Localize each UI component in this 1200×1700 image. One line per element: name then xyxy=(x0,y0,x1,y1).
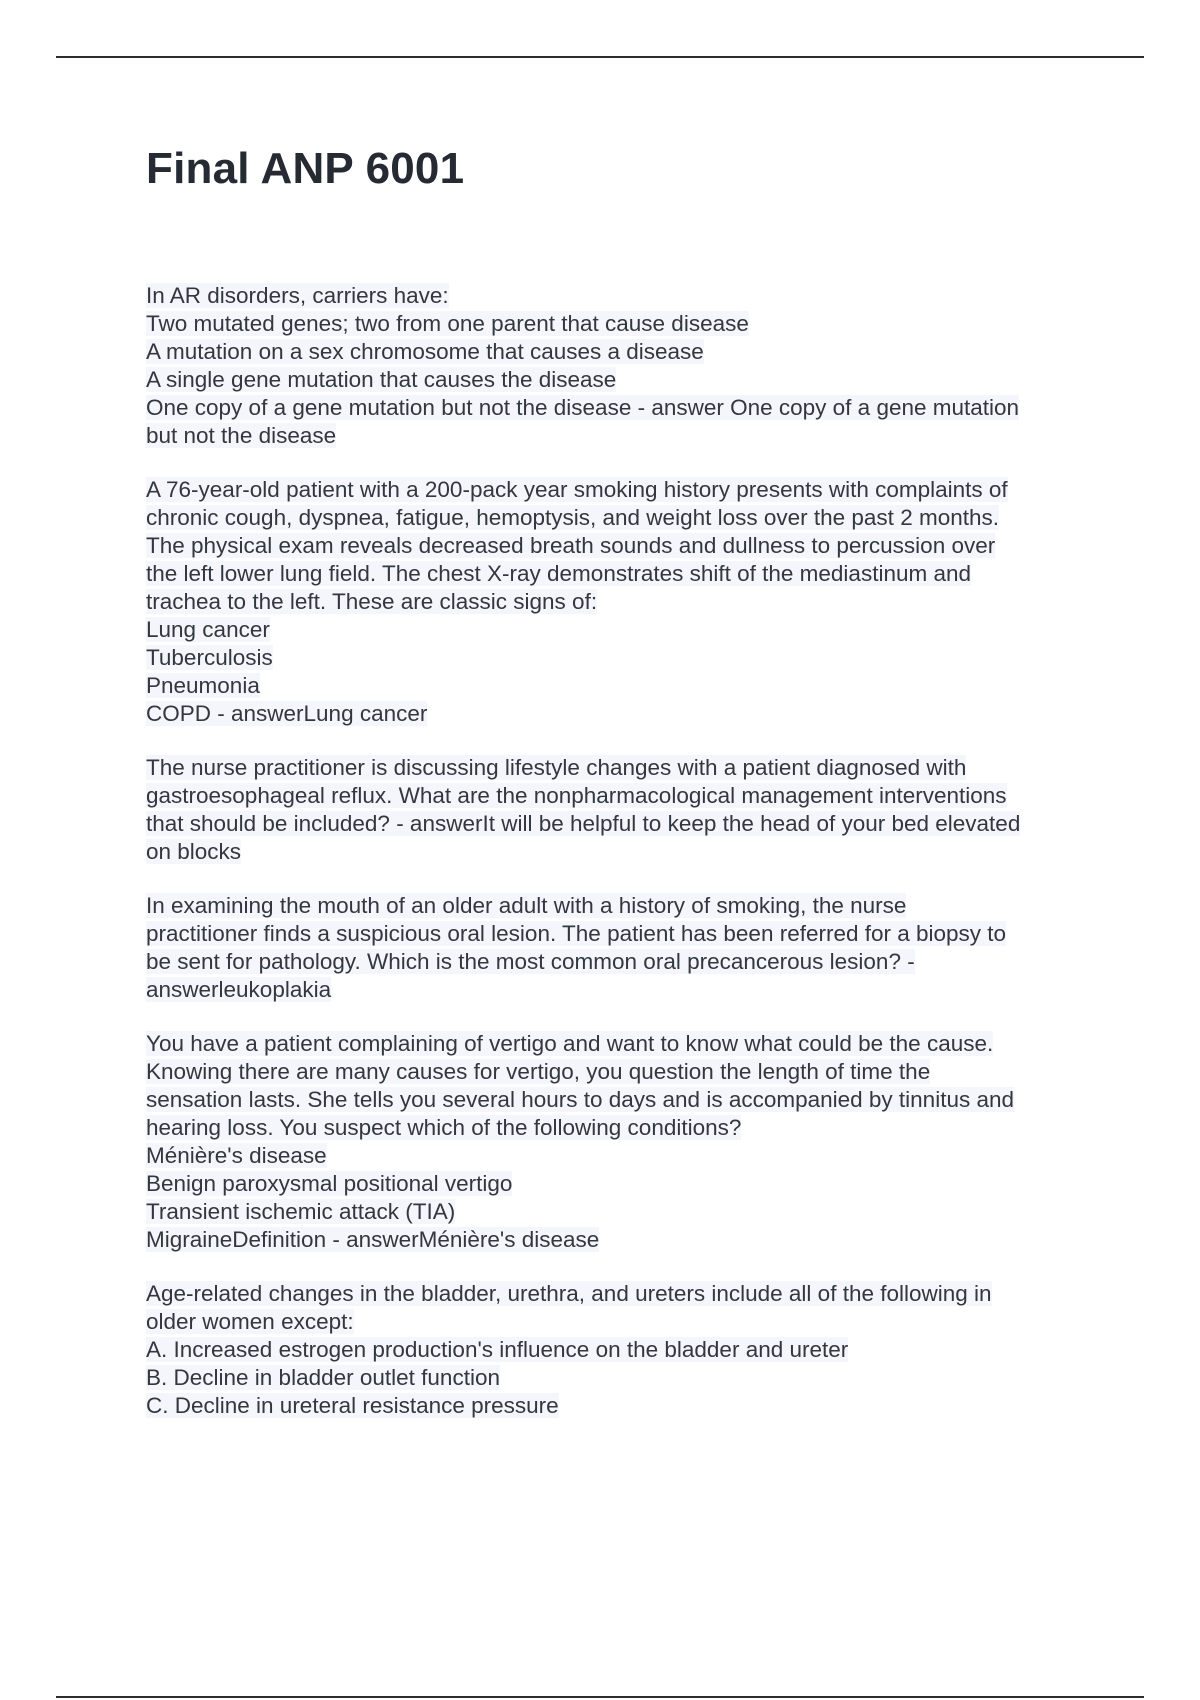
text-line: Pneumonia xyxy=(146,673,260,698)
text-line: Knowing there are many causes for vertigo, you question the length of time the xyxy=(146,1059,931,1084)
text-line: Two mutated genes; two from one parent that cause disease xyxy=(146,311,749,336)
text-line: B. Decline in bladder outlet function xyxy=(146,1365,500,1390)
text-line: MigraineDefinition - answerMénière's disease xyxy=(146,1227,600,1252)
text-line: The physical exam reveals decreased breath sounds and dullness to percussion over xyxy=(146,533,996,558)
text-line: that should be included? - answerIt will be helpful to keep the head of your bed elevated xyxy=(146,811,1021,836)
text-line: A. Increased estrogen production's influence on the bladder and ureter xyxy=(146,1337,849,1362)
text-line: Benign paroxysmal positional vertigo xyxy=(146,1171,513,1196)
text-line: Ménière's disease xyxy=(146,1143,327,1168)
document-title: Final ANP 6001 xyxy=(146,144,465,193)
qa-block-bladder xyxy=(146,1280,1096,1420)
text-line: Lung cancer xyxy=(146,617,270,642)
document-content xyxy=(146,282,1096,1446)
text-line: hearing loss. You suspect which of the following conditions? xyxy=(146,1115,742,1140)
text-line: A single gene mutation that causes the disease xyxy=(146,367,617,392)
text-line: A 76-year-old patient with a 200-pack year smoking history presents with complaints of xyxy=(146,477,1008,502)
text-line: trachea to the left. These are classic signs of: xyxy=(146,589,598,614)
qa-block-vertigo xyxy=(146,1030,1096,1254)
text-line: answerleukoplakia xyxy=(146,977,332,1002)
text-line: In AR disorders, carriers have: xyxy=(146,283,449,308)
text-line: sensation lasts. She tells you several hours to days and is accompanied by tinnitus and xyxy=(146,1087,1014,1112)
text-line: but not the disease xyxy=(146,423,337,448)
text-line: older women except: xyxy=(146,1309,354,1334)
text-line: gastroesophageal reflux. What are the nonpharmacological management interventions xyxy=(146,783,1007,808)
text-line: COPD - answerLung cancer xyxy=(146,701,428,726)
bottom-rule xyxy=(56,1696,1144,1698)
qa-block-carriers xyxy=(146,282,1096,450)
text-line: practitioner finds a suspicious oral lesion. The patient has been referred for a biopsy to xyxy=(146,921,1007,946)
text-line: C. Decline in ureteral resistance pressure xyxy=(146,1393,559,1418)
qa-block-reflux xyxy=(146,754,1096,866)
text-line: the left lower lung field. The chest X-ray demonstrates shift of the mediastinum and xyxy=(146,561,972,586)
text-line: be sent for pathology. Which is the most common oral precancerous lesion? - xyxy=(146,949,915,974)
text-line: A mutation on a sex chromosome that causes a disease xyxy=(146,339,704,364)
top-rule xyxy=(56,56,1144,58)
text-line: on blocks xyxy=(146,839,242,864)
text-line: One copy of a gene mutation but not the disease - answer One copy of a gene mutation xyxy=(146,395,1020,420)
qa-block-oral-lesion xyxy=(146,892,1096,1004)
text-line: chronic cough, dyspnea, fatigue, hemoptysis, and weight loss over the past 2 months. xyxy=(146,505,999,530)
text-line: In examining the mouth of an older adult with a history of smoking, the nurse xyxy=(146,893,907,918)
qa-block-lung-cancer xyxy=(146,476,1096,728)
text-line: Tuberculosis xyxy=(146,645,273,670)
text-line: Transient ischemic attack (TIA) xyxy=(146,1199,456,1224)
text-line: You have a patient complaining of vertigo and want to know what could be the cause. xyxy=(146,1031,994,1056)
text-line: The nurse practitioner is discussing lifestyle changes with a patient diagnosed with xyxy=(146,755,967,780)
text-line: Age-related changes in the bladder, urethra, and ureters include all of the following in xyxy=(146,1281,992,1306)
